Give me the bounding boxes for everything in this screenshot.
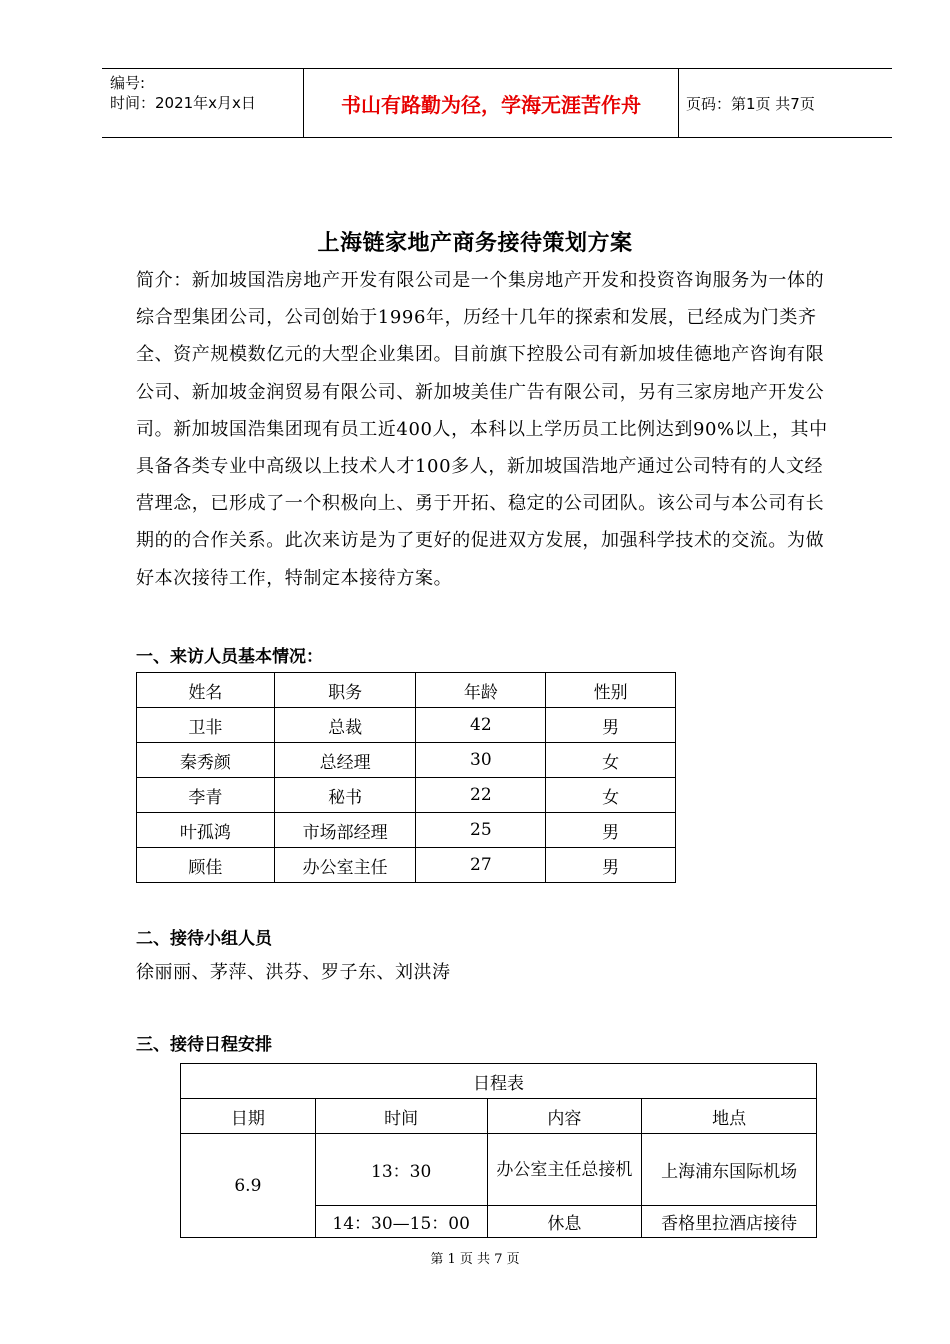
table-cell: 男 (546, 848, 676, 883)
table-cell: 42 (416, 708, 546, 743)
column-header: 性别 (546, 673, 676, 708)
intro-line: 司。新加坡国浩集团现有员工近400人，本科以上学历员工比例达到90%以上，其中 (136, 418, 828, 440)
table-cell: 叶孤鸿 (137, 813, 275, 848)
table-row (137, 848, 676, 883)
table-cell: 男 (546, 708, 676, 743)
table-row (137, 708, 676, 743)
column-header: 时间 (315, 1099, 487, 1134)
table-cell: 25 (416, 813, 546, 848)
table-cell: 秘书 (274, 778, 416, 813)
table-cell: 27 (416, 848, 546, 883)
column-header: 姓名 (137, 673, 275, 708)
page-header (102, 68, 892, 138)
table-cell: 男 (546, 813, 676, 848)
table-row (181, 1134, 817, 1206)
intro-line: 综合型集团公司，公司创始于1996年，历经十几年的探索和发展，已经成为门类齐 (136, 307, 817, 329)
schedule-title: 日程表 (181, 1064, 817, 1099)
section-heading-schedule: 三、接待日程安排 (136, 1035, 272, 1055)
intro-line: 具备各类专业中高级以上技术人才100多人，新加坡国浩地产通过公司特有的人文经 (136, 456, 824, 478)
intro-line: 营理念，已形成了一个积极向上、勇于开拓、稳定的公司团队。该公司与本公司有长 (136, 493, 825, 515)
table-cell: 秦秀颜 (137, 743, 275, 778)
table-cell: 上海浦东国际机场 (642, 1134, 817, 1206)
table-cell: 总经理 (274, 743, 416, 778)
schedule-title-row (181, 1064, 817, 1099)
number-label: 编号: (110, 74, 146, 92)
table-header-row (181, 1099, 817, 1134)
page-footer: 第 1 页 共 7 页 (430, 1252, 520, 1267)
document-title: 上海链家地产商务接待策划方案 (317, 230, 633, 256)
table-header-row (137, 673, 676, 708)
reception-team-members: 徐丽丽、茅萍、洪芬、罗子东、刘洪涛 (136, 962, 451, 983)
time-label: 时间：2021年x月x日 (110, 94, 256, 112)
intro-line: 简介：新加坡国浩房地产开发有限公司是一个集房地产开发和投资咨询服务为一体的 (136, 270, 825, 291)
table-cell: 休息 (487, 1206, 642, 1238)
header-meta (110, 73, 256, 113)
intro-line: 好本次接待工作，特制定本接待方案。 (136, 567, 453, 589)
column-header: 年龄 (416, 673, 546, 708)
intro-line: 期的的合作关系。此次来访是为了更好的促进双方发展，加强科学技术的交流。为做 (136, 530, 825, 552)
intro-line: 全、资产规模数亿元的大型企业集团。目前旗下控股公司有新加坡佳德地产咨询有限 (136, 344, 825, 366)
table-row (137, 778, 676, 813)
section-heading-visitors: 一、来访人员基本情况： (136, 647, 323, 667)
column-header: 日期 (181, 1099, 316, 1134)
table-cell: 22 (416, 778, 546, 813)
column-header: 地点 (642, 1099, 817, 1134)
table-cell: 李青 (137, 778, 275, 813)
intro-line: 公司、新加坡金润贸易有限公司、新加坡美佳广告有限公司，另有三家房地产开发公 (136, 381, 825, 403)
table-cell: 办公室主任 (274, 848, 416, 883)
table-row (137, 813, 676, 848)
header-divider (678, 69, 679, 137)
intro-paragraph (136, 262, 850, 597)
schedule-date: 6.9 (181, 1134, 316, 1238)
header-motto: 书山有路勤为径，学海无涯苦作舟 (341, 93, 641, 117)
header-page-info: 页码：第1页 共7页 (686, 95, 815, 113)
schedule-table (180, 1063, 817, 1238)
table-row (137, 743, 676, 778)
table-cell: 卫非 (137, 708, 275, 743)
table-cell: 总裁 (274, 708, 416, 743)
table-cell: 14：30—15：00 (315, 1206, 487, 1238)
table-cell: 香格里拉酒店接待 (642, 1206, 817, 1238)
table-cell: 顾佳 (137, 848, 275, 883)
table-cell: 市场部经理 (274, 813, 416, 848)
column-header: 内容 (487, 1099, 642, 1134)
table-cell: 30 (416, 743, 546, 778)
table-cell: 女 (546, 743, 676, 778)
table-cell: 办公室主任总接机 (487, 1134, 642, 1206)
visitors-table (136, 672, 676, 883)
section-heading-reception-team: 二、接待小组人员 (136, 929, 272, 949)
table-cell: 13：30 (315, 1134, 487, 1206)
table-cell: 女 (546, 778, 676, 813)
column-header: 职务 (274, 673, 416, 708)
